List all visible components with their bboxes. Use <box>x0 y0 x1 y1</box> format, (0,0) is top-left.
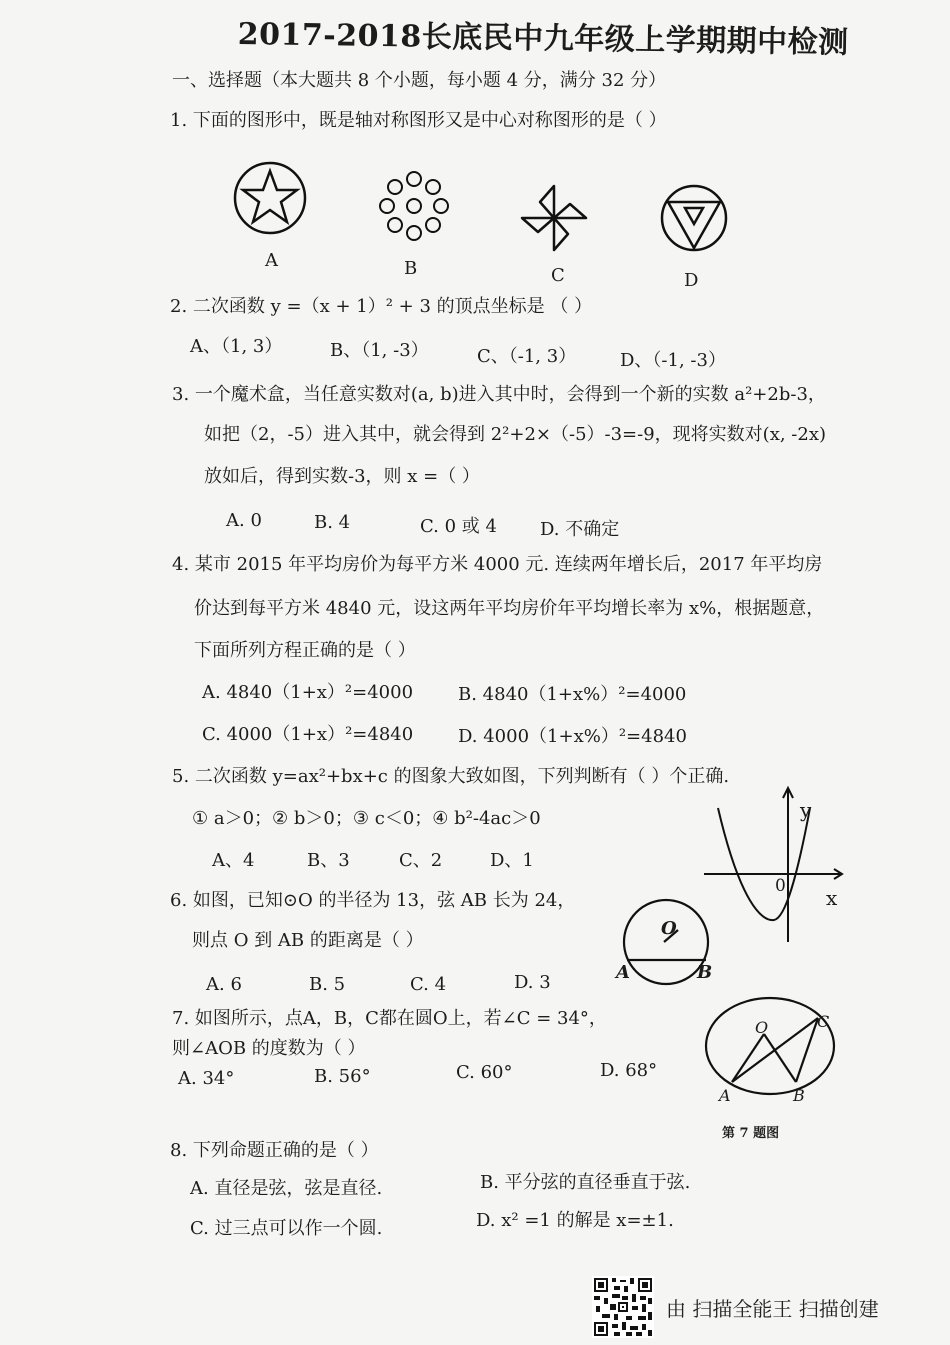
qr-code-icon <box>592 1276 654 1338</box>
q4-line3: 下面所列方程正确的是（ ） <box>194 640 416 661</box>
q1-stem: 1. 下面的图形中，既是轴对称图形又是中心对称图形的是（ ） <box>170 110 667 131</box>
q8-option-d: D. x² =1 的解是 x=±1. <box>476 1210 674 1231</box>
q7-line1: 7. 如图所示，点A，B，C都在圆O上，若∠C = 34°， <box>172 1008 607 1029</box>
q1-label-b: B <box>404 258 418 279</box>
q4-line2: 价达到每平方米 4840 元，设这两年平均房价年平均增长率为 x%，根据题意， <box>194 598 825 619</box>
q6-fig-a-label: A <box>616 962 630 983</box>
q5-option-c: C、2 <box>399 850 443 871</box>
section-heading: 一、选择题（本大题共 8 个小题，每小题 4 分，满分 32 分） <box>172 70 667 91</box>
q4-option-c: C. 4000（1+x）²=4840 <box>202 724 414 745</box>
q4-option-b: B. 4840（1+x%）²=4000 <box>458 684 687 705</box>
q7-fig-o-label: O <box>755 1018 769 1037</box>
q5-option-d: D、1 <box>490 850 534 871</box>
q4-option-d: D. 4000（1+x%）²=4840 <box>458 726 687 747</box>
q7-option-b: B. 56° <box>314 1066 371 1087</box>
q3-line1: 3. 一个魔术盒，当任意实数对(a, b)进入其中时，会得到一个新的实数 a²+2b-3， <box>172 384 826 405</box>
scanner-watermark: 由 扫描全能王 扫描创建 <box>666 1297 879 1321</box>
q6-option-d: D. 3 <box>514 972 551 993</box>
q3-option-b: B. 4 <box>314 512 351 533</box>
q1-figure-c-pinwheel <box>516 180 592 256</box>
q7-line2: 则∠AOB 的度数为（ ） <box>172 1038 366 1059</box>
q3-line2: 如把（2，-5）进入其中，就会得到 2²+2×（-5）-3=-9，现将实数对(x, -2x) <box>204 424 826 445</box>
q6-line1: 6. 如图，已知⊙O 的半径为 13，弦 AB 长为 24， <box>170 890 576 911</box>
q1-label-d: D <box>684 270 699 291</box>
q5-fig-origin-label: 0 <box>775 876 786 896</box>
q7-fig-b-label: B <box>793 1086 805 1105</box>
q5-option-a: A、4 <box>212 850 255 871</box>
q2-option-b: B、（1, -3） <box>330 340 429 361</box>
q4-option-a: A. 4840（1+x）²=4000 <box>202 682 414 703</box>
q8-option-c: C. 过三点可以作一个圆. <box>190 1218 383 1239</box>
q4-line1: 4. 某市 2015 年平均房价为每平方米 4000 元. 连续两年增长后，2017 年平均房 <box>172 554 823 575</box>
q5-fig-y-label: y <box>800 798 812 822</box>
q1-label-c: C <box>551 265 565 286</box>
q3-option-d: D. 不确定 <box>540 519 620 540</box>
q5-parabola-figure <box>700 782 850 950</box>
q3-line3: 放如后，得到实数-3，则 x =（ ） <box>204 466 480 487</box>
q2-option-d: D、（-1, -3） <box>620 350 726 371</box>
q8-option-b: B. 平分弦的直径垂直于弦. <box>480 1172 691 1193</box>
q1-figure-b-flower <box>376 168 452 244</box>
q2-option-c: C、（-1, 3） <box>477 346 577 367</box>
q5-stem: 5. 二次函数 y=ax²+bx+c 的图象大致如图，下列判断有（ ）个正确. <box>172 766 730 787</box>
q6-fig-b-label: B <box>697 962 713 983</box>
q6-option-b: B. 5 <box>309 974 346 995</box>
page-title: 2017-2018长底民中九年级上学期期中检测 <box>237 17 849 61</box>
q7-option-c: C. 60° <box>456 1062 513 1083</box>
q7-fig-a-label: A <box>719 1086 731 1105</box>
q7-option-d: D. 68° <box>600 1060 658 1081</box>
q1-figure-a-star <box>230 160 310 240</box>
q6-line2: 则点 O 到 AB 的距离是（ ） <box>192 930 424 951</box>
q8-option-a: A. 直径是弦，弦是直径. <box>190 1178 383 1199</box>
q5-conditions: ① a＞0；② b＞0；③ c＜0；④ b²-4ac＞0 <box>192 808 541 829</box>
q8-stem: 8. 下列命题正确的是（ ） <box>170 1140 379 1161</box>
q6-option-a: A. 6 <box>206 974 242 995</box>
q3-option-a: A. 0 <box>226 510 262 531</box>
q1-label-a: A <box>265 250 278 271</box>
q7-fig-c-label: C <box>817 1012 830 1031</box>
q2-stem: 2. 二次函数 y =（x + 1）² + 3 的顶点坐标是 （ ） <box>170 296 593 317</box>
q5-fig-x-label: x <box>826 886 838 910</box>
q3-option-c: C. 0 或 4 <box>420 516 497 537</box>
q7-fig-caption: 第 7 题图 <box>722 1126 780 1141</box>
q7-option-a: A. 34° <box>178 1068 235 1089</box>
q2-option-a: A、（1, 3） <box>190 336 283 357</box>
q1-figure-d-triangle-circle <box>656 178 732 258</box>
q6-option-c: C. 4 <box>410 974 447 995</box>
q5-option-b: B、3 <box>307 850 350 871</box>
q6-fig-o-label: O <box>661 918 677 939</box>
